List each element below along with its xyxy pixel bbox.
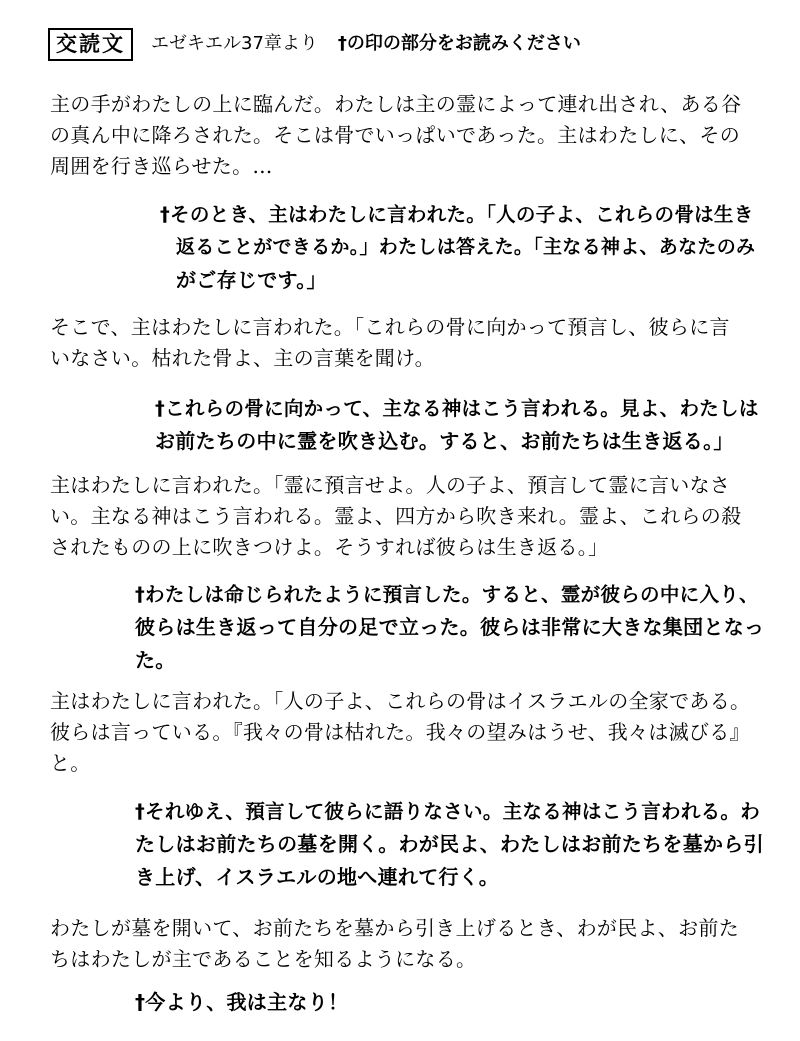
response-line: †それゆえ、預言して彼らに語りなさい。主なる神はこう言われる。わ — [135, 800, 761, 823]
leader-passage — [50, 686, 756, 779]
passage-line: 主の手がわたしの上に臨んだ。わたしは主の霊によって連れ出され、ある谷 — [50, 92, 742, 116]
page-header — [48, 26, 768, 62]
passage-line: いなさい。枯れた骨よ、主の言葉を聞け。 — [50, 346, 435, 370]
leader-passage — [50, 913, 756, 975]
congregation-response — [135, 986, 765, 1019]
passage-line: 主はわたしに言われた。「霊に預言せよ。人の子よ、預言して霊に言いなさ — [50, 473, 731, 497]
leader-passage — [50, 89, 756, 182]
passage-line: わたしが墓を開いて、お前たちを墓から引き上げるとき、わが民よ、お前た — [50, 916, 739, 940]
congregation-response — [160, 198, 760, 297]
response-line: †これらの骨に向かって、主なる神はこう言われる。見よ、わたしは — [155, 397, 759, 420]
leader-passage — [50, 312, 756, 374]
passage-line: い。主なる神はこう言われる。霊よ、四方から吹き来れ。霊よ、これらの殺 — [50, 504, 742, 528]
passage-line: 主はわたしに言われた。「人の子よ、これらの骨はイスラエルの全家である。 — [50, 689, 751, 713]
response-line: がご存じです。」 — [176, 268, 327, 292]
scripture-reference: エゼキエル37章より — [151, 33, 318, 54]
passage-line: されたものの上に吹きつけよ。そうすれば彼らは生き返る。」 — [50, 535, 609, 559]
reading-instruction: †の印の部分をお読みください — [337, 33, 581, 54]
congregation-response — [135, 578, 765, 677]
leader-passage — [50, 470, 756, 563]
passage-line: そこで、主はわたしに言われた。「これらの骨に向かって預言し、彼らに言 — [50, 315, 730, 339]
response-line: お前たちの中に霊を吹き込む。すると、お前たちは生き返る。」 — [155, 429, 734, 453]
response-line: †今より、我は主なり！ — [135, 990, 349, 1014]
response-line: †わたしは命じられたように預言した。すると、霊が彼らの中に入り、 — [135, 583, 759, 606]
congregation-response — [135, 795, 765, 894]
passage-line: の真ん中に降ろされた。そこは骨でいっぱいであった。主はわたしに、その — [50, 123, 740, 147]
passage-line: ちはわたしが主であることを知るようになる。 — [50, 947, 477, 971]
response-line: た。 — [135, 648, 176, 672]
passage-line: 彼らは言っている。『我々の骨は枯れた。我々の望みはうせ、我々は滅びる』 — [50, 720, 750, 744]
passage-line: と。 — [50, 751, 91, 775]
responsive-reading-label: 交読文 — [48, 28, 133, 61]
response-line: 返ることができるか。」わたしは答えた。「主なる神よ、あなたのみ — [176, 236, 756, 258]
passage-line: 周囲を行き巡らせた。… — [50, 154, 273, 178]
congregation-response — [155, 392, 765, 458]
response-line: き上げ、イスラエルの地へ連れて行く。 — [135, 865, 499, 889]
response-line: たしはお前たちの墓を開く。わが民よ、わたしはお前たちを墓から引 — [135, 832, 764, 856]
response-line: †そのとき、主はわたしに言われた。「人の子よ、これらの骨は生き — [160, 203, 754, 226]
response-line: 彼らは生き返って自分の足で立った。彼らは非常に大きな集団となっ — [135, 615, 765, 639]
